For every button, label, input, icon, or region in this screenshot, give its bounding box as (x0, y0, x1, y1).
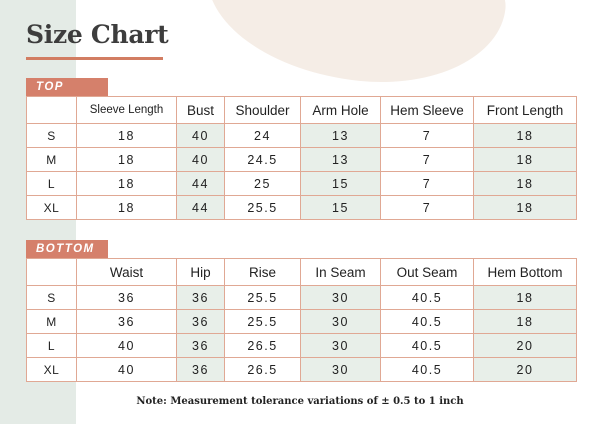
corner-cell (27, 259, 77, 286)
table-row (27, 124, 577, 148)
column-header: Hem Bottom (474, 259, 577, 286)
table-cell: 25 (225, 172, 301, 196)
table-cell: 18 (474, 196, 577, 220)
column-header: Front Length (474, 97, 577, 124)
table-row (27, 172, 577, 196)
table-cell: 20 (474, 334, 577, 358)
table-cell: 36 (177, 310, 225, 334)
table-cell: 30 (301, 334, 381, 358)
table-header-row (27, 259, 577, 286)
size-label: XL (27, 196, 77, 220)
page-title: Size Chart (26, 20, 169, 49)
table-header-row (27, 97, 577, 124)
top-size-table (26, 96, 577, 220)
table-cell: 7 (381, 148, 474, 172)
table-cell: 13 (301, 148, 381, 172)
table-cell: 36 (177, 286, 225, 310)
tolerance-note: Note: Measurement tolerance variations of ± 0.5 to 1 inch (136, 396, 464, 407)
table-cell: 36 (177, 358, 225, 382)
table-row (27, 148, 577, 172)
table-cell: 40 (77, 334, 177, 358)
corner-cell (27, 97, 77, 124)
table-cell: 40.5 (381, 310, 474, 334)
table-cell: 18 (77, 196, 177, 220)
column-header: Out Seam (381, 259, 474, 286)
decorative-blob (198, 0, 512, 95)
table-row (27, 286, 577, 310)
table-cell: 40 (77, 358, 177, 382)
table-cell: 18 (474, 148, 577, 172)
column-header: Shoulder (225, 97, 301, 124)
table-cell: 18 (474, 172, 577, 196)
table-cell: 40.5 (381, 358, 474, 382)
title-underline (26, 57, 163, 60)
size-label: L (27, 334, 77, 358)
table-cell: 44 (177, 172, 225, 196)
table-cell: 26.5 (225, 334, 301, 358)
table-cell: 15 (301, 172, 381, 196)
table-cell: 40 (177, 124, 225, 148)
table-cell: 25.5 (225, 196, 301, 220)
section-label-bottom: BOTTOM (26, 240, 108, 258)
table-cell: 36 (177, 334, 225, 358)
table-cell: 36 (77, 286, 177, 310)
table-cell: 30 (301, 358, 381, 382)
table-cell: 18 (77, 124, 177, 148)
table-cell: 18 (474, 286, 577, 310)
table-cell: 25.5 (225, 286, 301, 310)
column-header: Hip (177, 259, 225, 286)
table-cell: 24 (225, 124, 301, 148)
table-cell: 40.5 (381, 334, 474, 358)
column-header: Waist (77, 259, 177, 286)
column-header: Arm Hole (301, 97, 381, 124)
table-cell: 24.5 (225, 148, 301, 172)
column-header: Rise (225, 259, 301, 286)
table-row (27, 196, 577, 220)
bottom-size-table (26, 258, 577, 382)
table-cell: 44 (177, 196, 225, 220)
table-cell: 7 (381, 196, 474, 220)
size-label: S (27, 124, 77, 148)
table-cell: 40.5 (381, 286, 474, 310)
column-header: Bust (177, 97, 225, 124)
size-label: M (27, 148, 77, 172)
table-cell: 18 (77, 148, 177, 172)
table-cell: 13 (301, 124, 381, 148)
table-row (27, 334, 577, 358)
table-row (27, 310, 577, 334)
section-label-top: TOP (26, 78, 108, 96)
size-label: S (27, 286, 77, 310)
table-cell: 30 (301, 310, 381, 334)
table-row (27, 358, 577, 382)
column-header: Hem Sleeve (381, 97, 474, 124)
table-cell: 15 (301, 196, 381, 220)
table-cell: 7 (381, 172, 474, 196)
size-label: L (27, 172, 77, 196)
table-cell: 7 (381, 124, 474, 148)
size-label: M (27, 310, 77, 334)
table-cell: 18 (77, 172, 177, 196)
table-cell: 30 (301, 286, 381, 310)
table-cell: 18 (474, 310, 577, 334)
table-cell: 36 (77, 310, 177, 334)
column-header: Sleeve Length (77, 97, 177, 124)
table-cell: 20 (474, 358, 577, 382)
table-cell: 26.5 (225, 358, 301, 382)
table-cell: 18 (474, 124, 577, 148)
column-header: In Seam (301, 259, 381, 286)
table-cell: 40 (177, 148, 225, 172)
size-label: XL (27, 358, 77, 382)
table-cell: 25.5 (225, 310, 301, 334)
